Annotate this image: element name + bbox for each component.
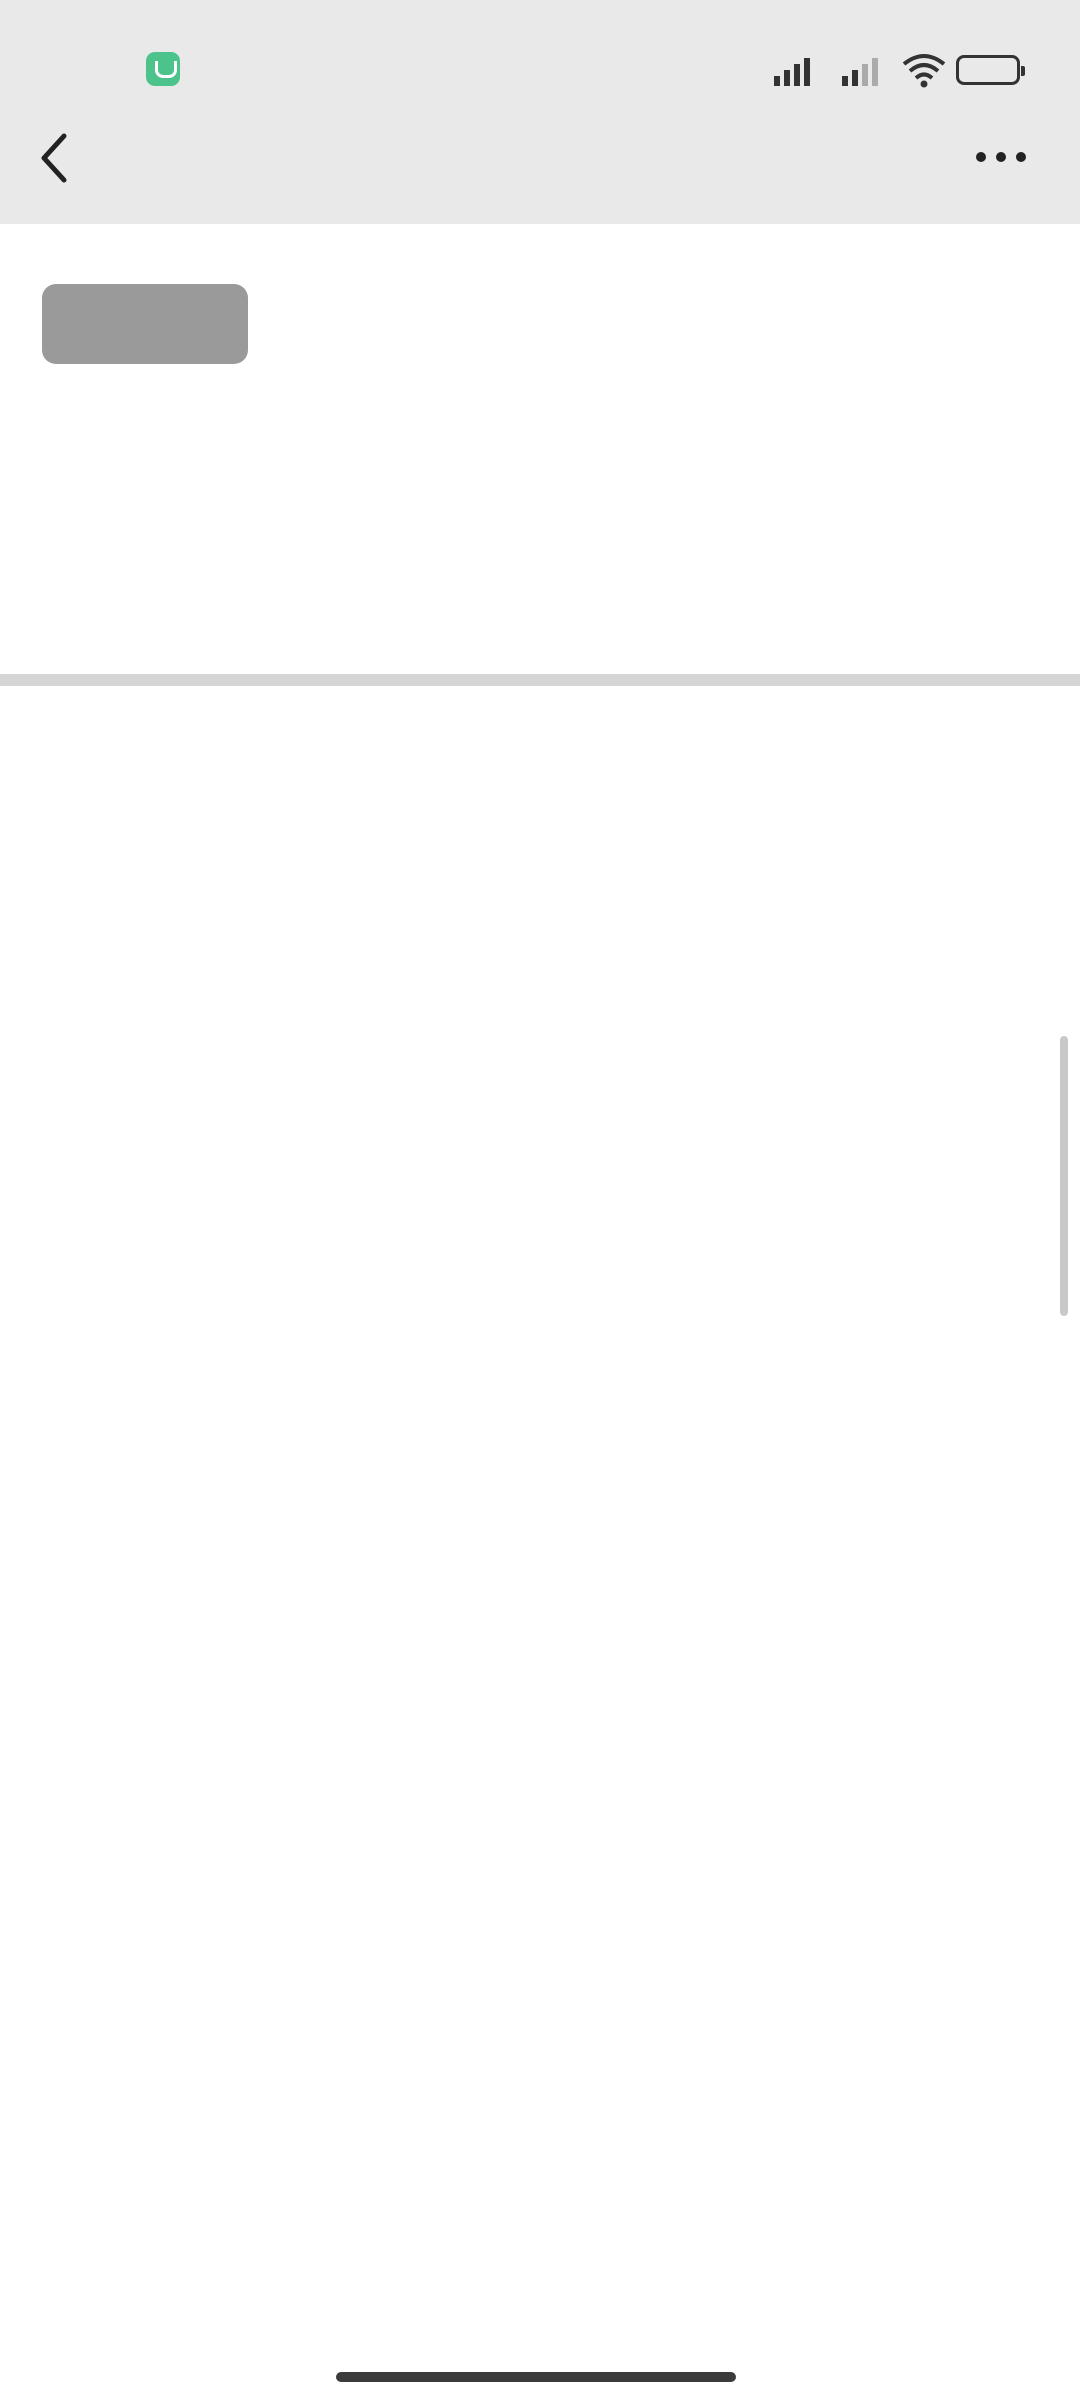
- more-menu-icon[interactable]: [976, 152, 1026, 164]
- status-bar: [0, 0, 1080, 130]
- signal-icon: [766, 52, 824, 88]
- top-app-bar: [0, 0, 1080, 224]
- scrollbar[interactable]: [1060, 1036, 1068, 1316]
- app-notification-icon: [146, 52, 180, 86]
- page-separator: [0, 674, 1080, 686]
- page-indicator: [42, 284, 248, 364]
- battery-icon: [956, 55, 1020, 85]
- signal-icon: [834, 52, 892, 88]
- home-indicator[interactable]: [336, 2372, 736, 2382]
- status-icons: [766, 50, 1020, 90]
- document-page: [0, 686, 1080, 2400]
- wifi-icon: [902, 52, 946, 88]
- back-arrow-icon[interactable]: [34, 128, 74, 188]
